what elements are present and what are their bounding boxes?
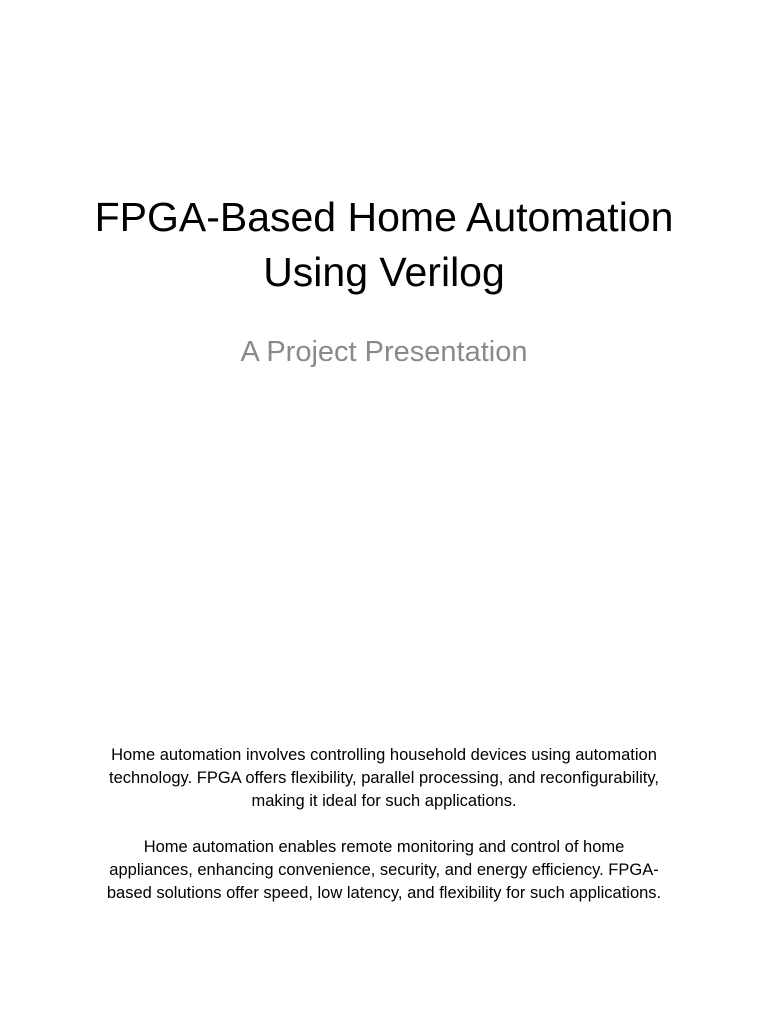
- body-paragraph-2-line-2: appliances, enhancing convenience, security, and energy efficiency. FPGA-: [109, 861, 659, 879]
- slide-title-line-2: Using Verilog: [263, 249, 505, 295]
- body-paragraph-1: [60, 744, 708, 813]
- body-paragraph-2-line-3: based solutions offer speed, low latency, and flexibility for such applications.: [106, 884, 662, 902]
- body-paragraph-1-line-2: technology. FPGA offers flexibility, parallel processing, and reconfigurability,: [109, 769, 659, 787]
- body-paragraph-2-line-1: Home automation enables remote monitoring and control of home: [143, 838, 625, 856]
- body-paragraph-2: [60, 836, 708, 905]
- slide-title: [40, 190, 728, 300]
- slide-body: [60, 744, 708, 905]
- body-paragraph-1-line-1: Home automation involves controlling household devices using automation: [111, 746, 657, 764]
- slide-title-line-1: FPGA-Based Home Automation: [94, 194, 674, 240]
- slide-subtitle: A Project Presentation: [240, 336, 528, 368]
- body-paragraph-1-line-3: making it ideal for such applications.: [251, 792, 517, 810]
